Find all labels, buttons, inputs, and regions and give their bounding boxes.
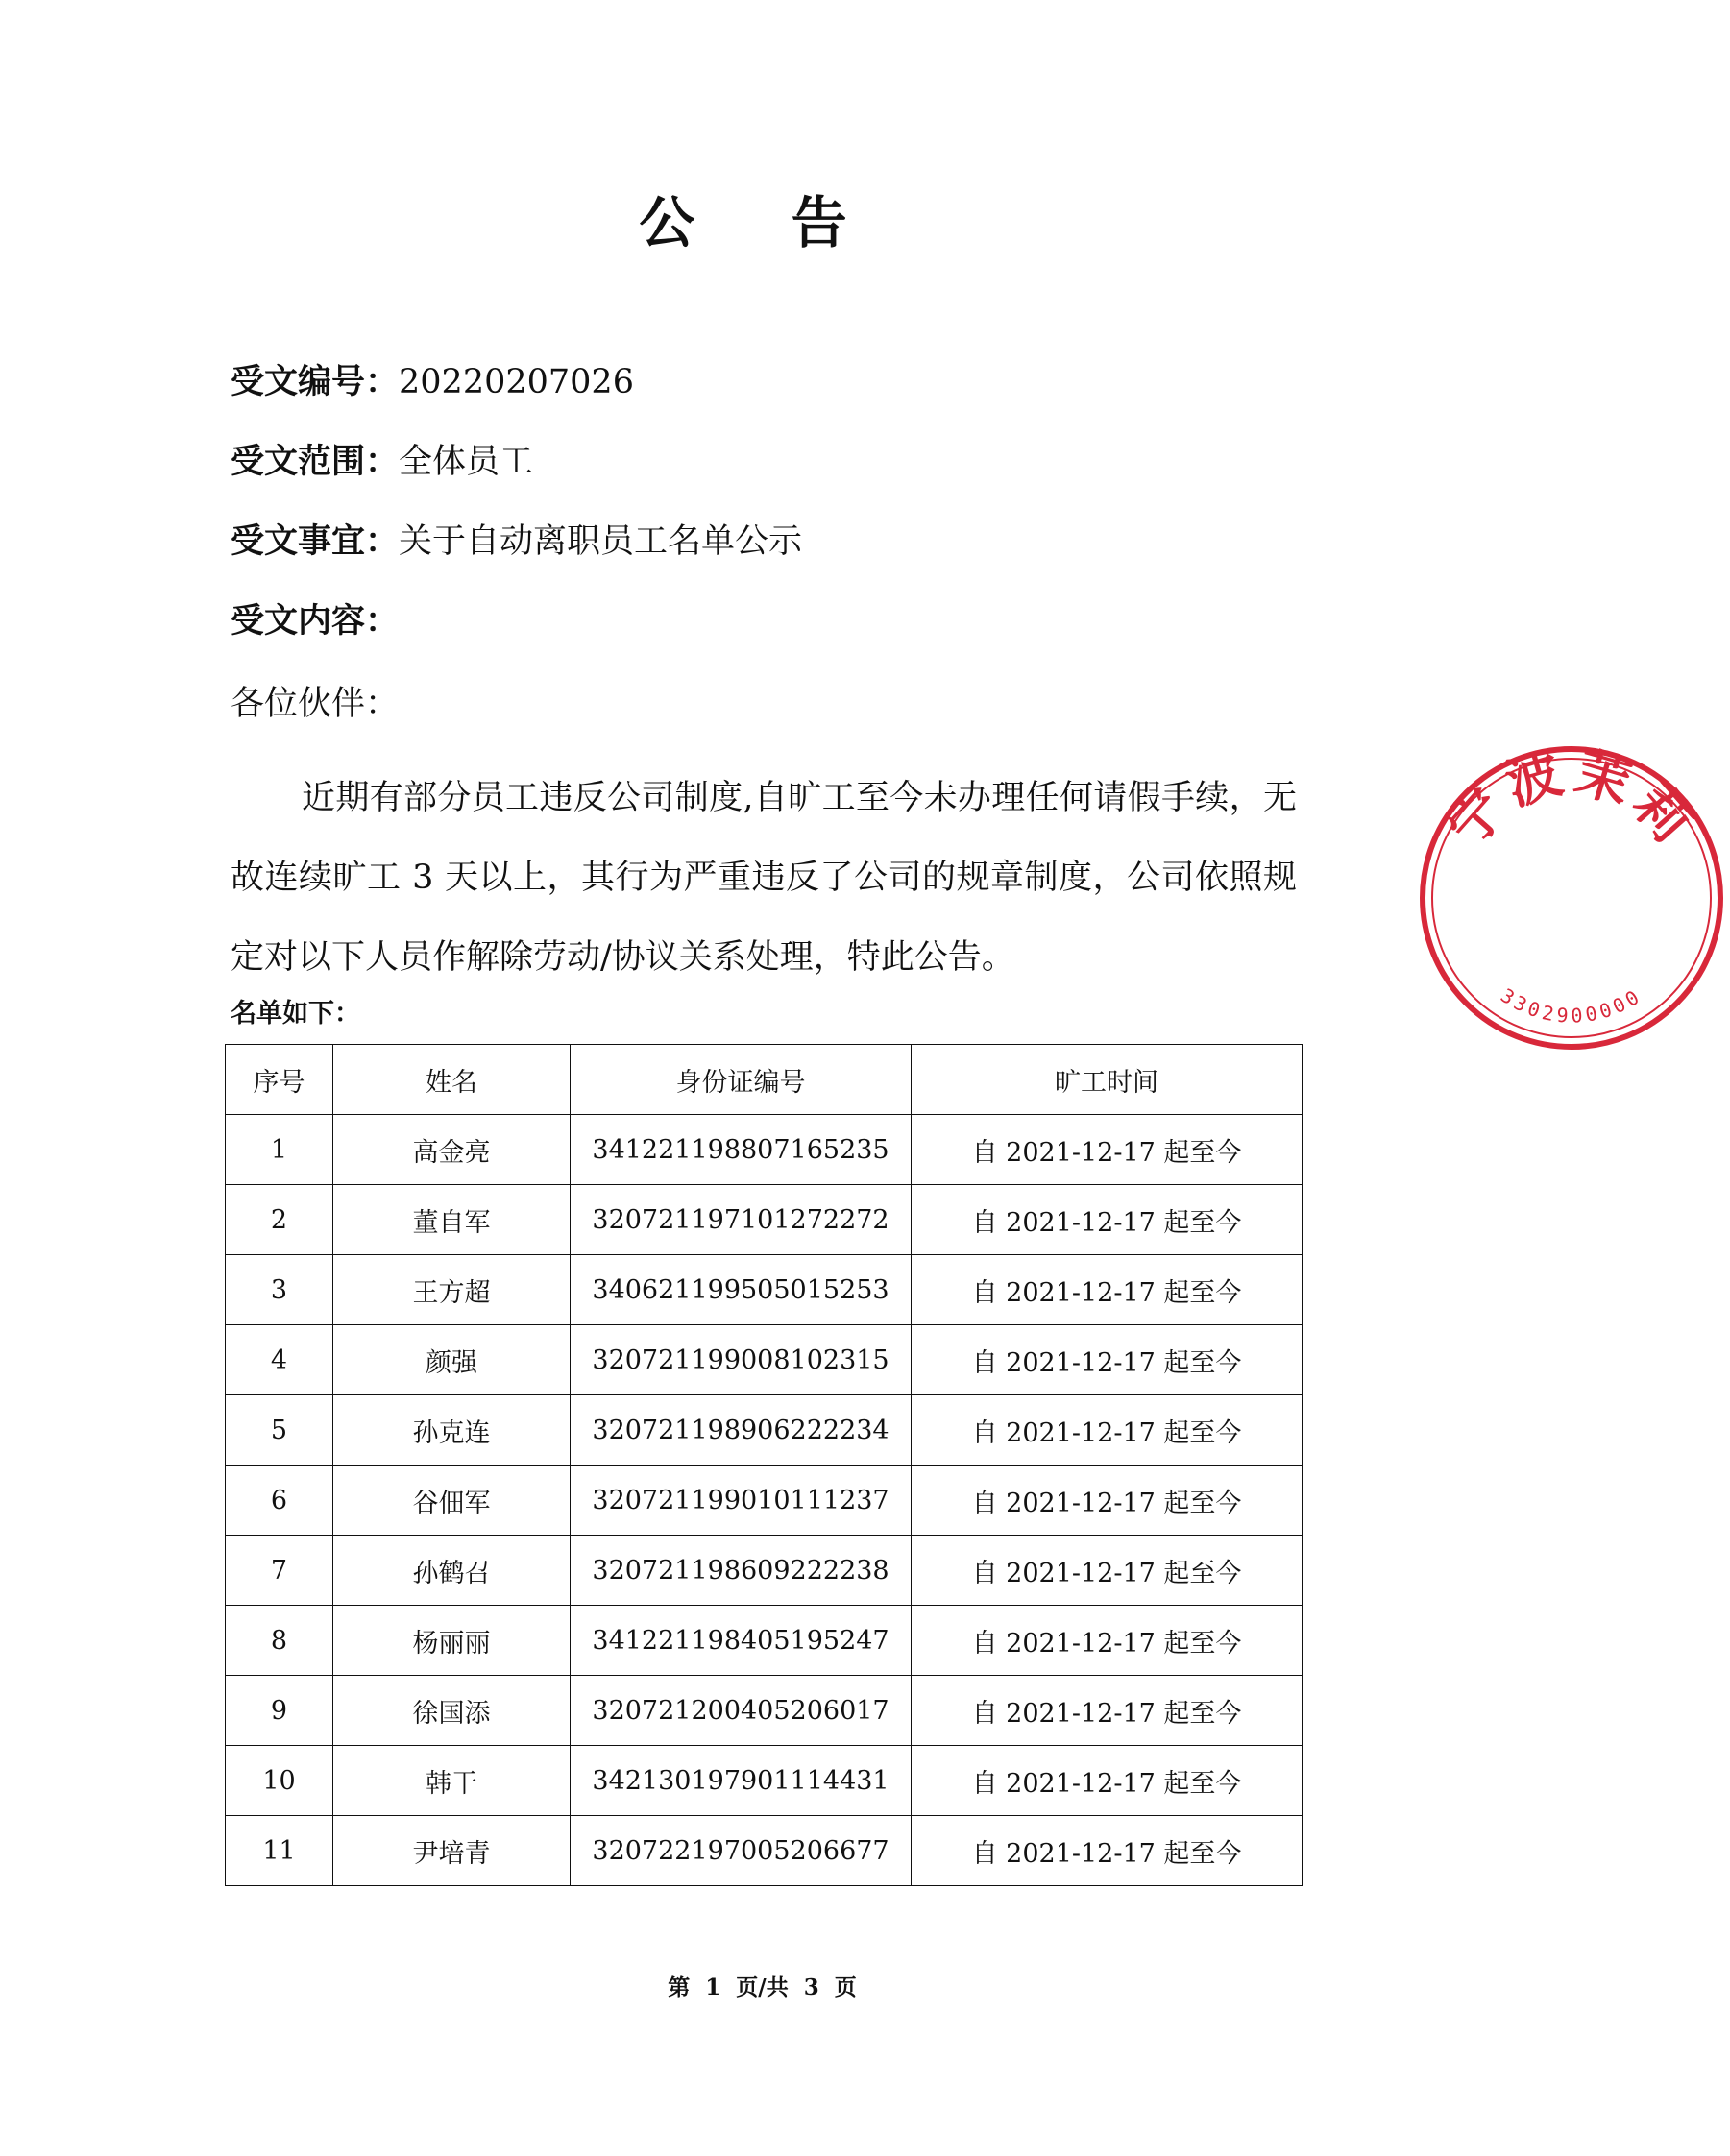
- cell-id-number: 342130197901114431: [571, 1746, 912, 1816]
- field-doc-number: [231, 358, 634, 406]
- field-scope-value: 全体员工: [399, 443, 534, 481]
- cell-id-number: 320722197005206677: [571, 1816, 912, 1886]
- header-id-number: 身份证编号: [571, 1045, 912, 1115]
- cell-name: 徐国添: [333, 1676, 571, 1746]
- table-row: [226, 1255, 1303, 1325]
- seal-text: 宁波茉莉: [1435, 740, 1708, 860]
- employee-table: [225, 1044, 1303, 1886]
- cell-absence-time: 自 2021-12-17 起至今: [912, 1115, 1303, 1185]
- cell-id-number: 320721200405206017: [571, 1676, 912, 1746]
- cell-absence-time: 自 2021-12-17 起至今: [912, 1676, 1303, 1746]
- cell-name: 孙鹤召: [333, 1536, 571, 1606]
- cell-index: 9: [226, 1676, 333, 1746]
- table-row: [226, 1536, 1303, 1606]
- cell-id-number: 320721198609222238: [571, 1536, 912, 1606]
- document-title: 公 告: [639, 190, 886, 255]
- cell-index: 2: [226, 1185, 333, 1255]
- table-header-row: [226, 1045, 1303, 1115]
- header-absence-time: 旷工时间: [912, 1045, 1303, 1115]
- seal-number: 3302900000: [1497, 983, 1646, 1028]
- field-subject-value: 关于自动离职员工名单公示: [399, 522, 803, 561]
- cell-index: 7: [226, 1536, 333, 1606]
- header-index: 序号: [226, 1045, 333, 1115]
- body-paragraph: 近期有部分员工违反公司制度,自旷工至今未办理任何请假手续，无故连续旷工 3 天以上，其行为严重违反了公司的规章制度，公司依照规定对以下人员作解除劳动/协议关系处理，特此公告。: [231, 779, 1297, 977]
- cell-absence-time: 自 2021-12-17 起至今: [912, 1536, 1303, 1606]
- cell-absence-time: 自 2021-12-17 起至今: [912, 1746, 1303, 1816]
- cell-name: 孙克连: [333, 1395, 571, 1466]
- table-row: [226, 1115, 1303, 1185]
- cell-index: 10: [226, 1746, 333, 1816]
- cell-id-number: 340621199505015253: [571, 1255, 912, 1325]
- cell-index: 3: [226, 1255, 333, 1325]
- table-row: [226, 1606, 1303, 1676]
- field-scope-label: 受文范围：: [231, 442, 400, 481]
- cell-id-number: 320721199008102315: [571, 1325, 912, 1395]
- company-seal: [1413, 739, 1730, 1056]
- field-scope: [231, 438, 533, 486]
- table-row: [226, 1395, 1303, 1466]
- cell-id-number: 320721199010111237: [571, 1466, 912, 1536]
- cell-absence-time: 自 2021-12-17 起至今: [912, 1325, 1303, 1395]
- cell-absence-time: 自 2021-12-17 起至今: [912, 1395, 1303, 1466]
- greeting: 各位伙伴：: [231, 685, 400, 723]
- cell-absence-time: 自 2021-12-17 起至今: [912, 1255, 1303, 1325]
- cell-index: 11: [226, 1816, 333, 1886]
- cell-id-number: 320721198906222234: [571, 1395, 912, 1466]
- cell-id-number: 341221198807165235: [571, 1115, 912, 1185]
- cell-name: 韩干: [333, 1746, 571, 1816]
- cell-absence-time: 自 2021-12-17 起至今: [912, 1606, 1303, 1676]
- field-content-label: 受文内容：: [231, 601, 400, 641]
- header-name: 姓名: [333, 1045, 571, 1115]
- table-row: [226, 1185, 1303, 1255]
- cell-name: 杨丽丽: [333, 1606, 571, 1676]
- cell-absence-time: 自 2021-12-17 起至今: [912, 1816, 1303, 1886]
- cell-index: 6: [226, 1466, 333, 1536]
- cell-index: 4: [226, 1325, 333, 1395]
- page-footer: 第 1 页/共 3 页: [668, 1974, 857, 2000]
- cell-id-number: 341221198405195247: [571, 1606, 912, 1676]
- table-row: [226, 1746, 1303, 1816]
- table-row: [226, 1676, 1303, 1746]
- cell-id-number: 320721197101272272: [571, 1185, 912, 1255]
- cell-name: 王方超: [333, 1255, 571, 1325]
- cell-name: 颜强: [333, 1325, 571, 1395]
- field-doc-number-label: 受文编号：: [231, 362, 400, 401]
- list-title: 名单如下：: [231, 999, 360, 1029]
- table-row: [226, 1816, 1303, 1886]
- table-row: [226, 1466, 1303, 1536]
- cell-name: 董自军: [333, 1185, 571, 1255]
- table-body: [226, 1115, 1303, 1886]
- table-row: [226, 1325, 1303, 1395]
- cell-index: 5: [226, 1395, 333, 1466]
- cell-name: 谷佃军: [333, 1466, 571, 1536]
- field-subject-label: 受文事宜：: [231, 521, 400, 561]
- cell-name: 尹培青: [333, 1816, 571, 1886]
- cell-index: 8: [226, 1606, 333, 1676]
- cell-index: 1: [226, 1115, 333, 1185]
- cell-absence-time: 自 2021-12-17 起至今: [912, 1185, 1303, 1255]
- cell-name: 高金亮: [333, 1115, 571, 1185]
- field-subject: [231, 518, 802, 566]
- field-content: [231, 597, 399, 645]
- field-doc-number-value: 20220207026: [399, 363, 634, 401]
- cell-absence-time: 自 2021-12-17 起至今: [912, 1466, 1303, 1536]
